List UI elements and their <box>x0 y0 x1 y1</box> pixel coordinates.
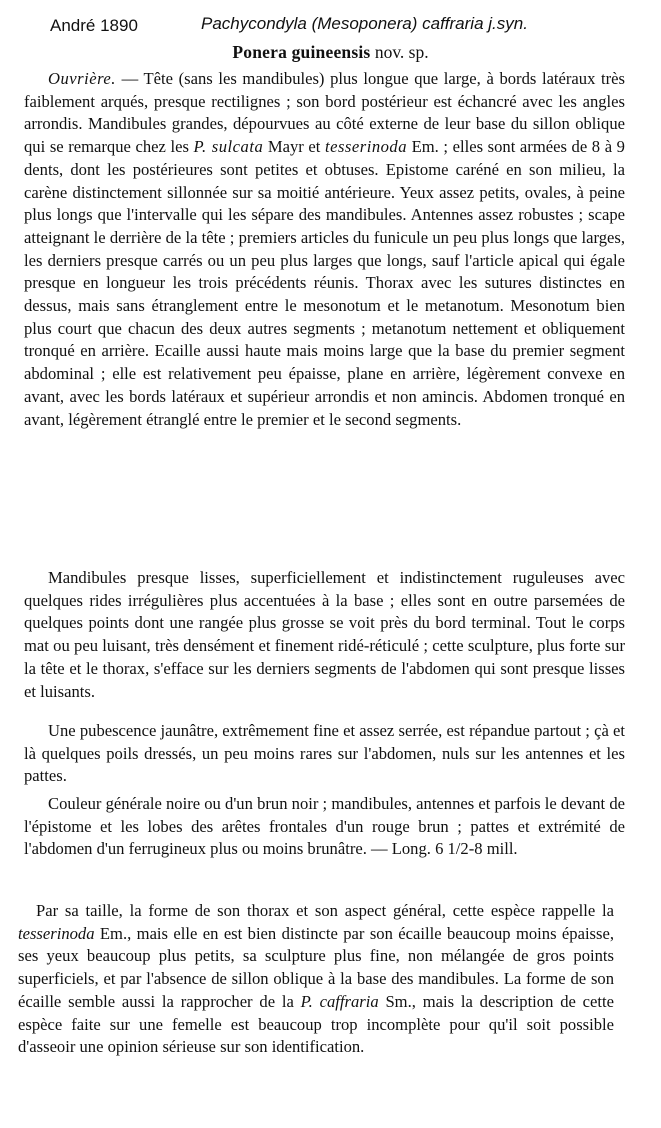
text-run: Mayr et <box>263 137 325 157</box>
species-reference: tesserinoda <box>325 137 408 157</box>
species-reference: tesserinoda <box>18 923 95 943</box>
species-title <box>0 42 661 62</box>
description-paragraph-worker <box>24 68 625 431</box>
paragraph-text: Mandibules presque lisses, superficiellement et indistinctement ruguleuses avec quelques rides irrégulières plus accentuées à la base ; elles sont en outre parsemées de quelques points dont une rangée plus grosse se voit près du bord terminal. Tout le corps mat ou peu luisant, très densément et finement ridé-réticulé ; cette sculpture, plus forte sur la tête et le thorax, s'efface sur les derniers segments de l'abdomen qui sont presque lisses et luisants. <box>24 568 625 701</box>
species-status: nov. sp. <box>374 42 429 62</box>
description-paragraph-pubescence <box>24 720 625 788</box>
header-taxon-synonym: Pachycondyla (Mesoponera) caffraria j.syn. <box>201 14 528 33</box>
species-reference: P. sulcata <box>193 137 264 157</box>
text-run: Sm., mais la description de cette espèce faite sur une femelle est beaucoup trop incomplète pour qu'il soit possible d'asseoir une opinion sérieuse sur son identification. <box>18 991 614 1057</box>
paragraph-text: Une pubescence jaunâtre, extrêmement fine et assez serrée, est répandue partout ; çà et là quelques poils dressés, un peu moins rares sur l'abdomen, nuls sur les antennes et les pattes. <box>24 721 625 786</box>
header-author-year: André 1890 <box>50 16 138 35</box>
paragraph-text: Couleur générale noire ou d'un brun noir ; mandibules, antennes et parfois le devant de l'épistome et les lobes des arêtes frontales d'un rouge brun ; pattes et extrémité de l'abdomen d'un ferrugineux plus ou moins brunâtre. — Long. 6 1/2-8 mill. <box>24 794 625 859</box>
description-paragraph-sculpture <box>24 567 625 703</box>
description-paragraph-color <box>24 793 625 861</box>
text-run: Em., mais elle en est bien distincte par son écaille beaucoup moins épaisse, ses yeux beaucoup plus petits, sa sculpture plus fine, non mélangée de gros points superficiels, et par l'absence de sillon oblique à la base des mandibules. La forme de son écaille semble aussi la rapprocher de la <box>18 923 614 1011</box>
text-run: — Tête (sans les mandibules) plus longue que large, à bords latéraux très faiblement arqués, presque rectilignes ; son bord postérieur est échancré avec les angles arrondis. Mandibules grandes, dépourvues au côté externe de leur base du sillon oblique qui se remarque chez les <box>24 69 625 157</box>
text-run: Em. ; elles sont armées de 8 à 9 dents, dont les postérieures sont petites et obtuses. Epistome caréné en son milieu, la carène distinctement sillonnée sur sa moitié antérieure. Yeux assez petits, ovales, à peine plus longs que l'intervalle qui les sépare des mandibules. Antennes assez robustes ; scape atteignant le derrière de la tête ; premiers articles du funicule un peu plus longs que larges, les derniers presque carrés ou un peu plus larges que longs, sauf l'article apical qui égale presque en longueur les trois précédents réunis. Thorax avec les sutures distinctes en dessus, mais sans étranglement entre le mesonotum et le metanotum. Mesonotum bien plus court que chacun des deux autres segments ; metanotum nettement et obliquement tronqué en arrière. Ecaille aussi haute mais moins large que la base du premier segment abdominal ; elle est relativement peu épaisse, plane en arrière, légèrement convexe en avant, avec les bords latéraux et supérieur arrondis et non amincis. Abdomen tronqué en avant, légèrement étranglé entre le premier et le second segments. <box>24 137 625 429</box>
text-run: Par sa taille, la forme de son thorax et son aspect général, cette espèce rappelle la <box>36 901 614 920</box>
caste-label: Ouvrière. <box>48 69 116 88</box>
species-reference: P. caffraria <box>300 991 379 1011</box>
remarks-paragraph <box>18 900 614 1059</box>
species-name: Ponera guineensis <box>232 42 371 62</box>
